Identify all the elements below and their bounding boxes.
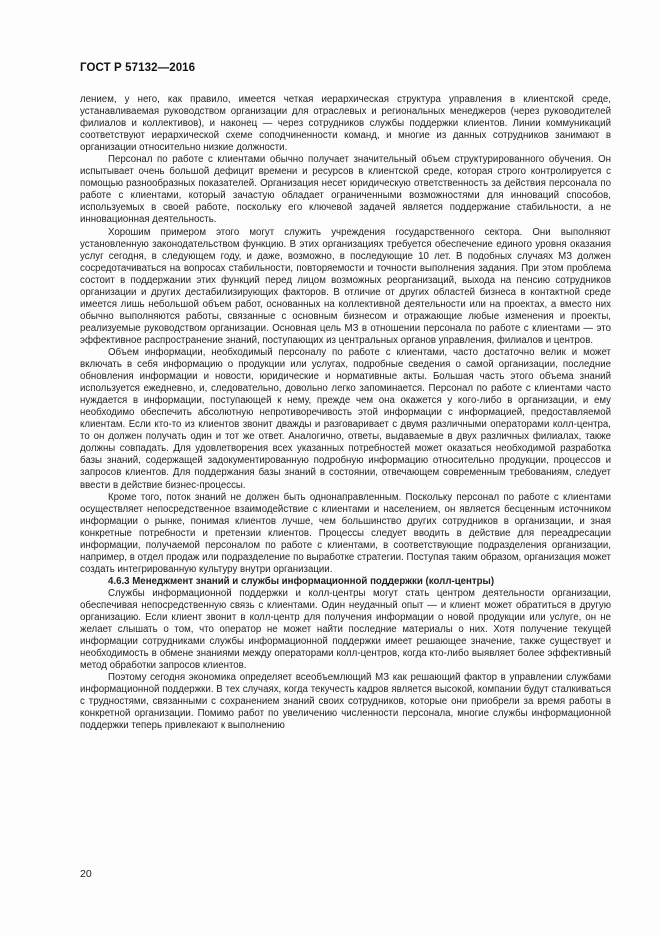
body-text [80,94,611,732]
paragraph: Поэтому сегодня экономика определяет всеобъемлющий МЗ как решающий фактор в управлении службами информационной поддержки. В тех случаях, когда текучесть кадров является высокой, компании будут сталкиваться с трудностями, связанными с сохранением знаний своих сотрудников, которые они приобрели за время работы в конкретной организации. Помимо работ по увеличению численности персонала, многие службы информационной поддержки теперь привлекают к выполнению [80,672,611,732]
paragraph: Хорошим примером этого могут служить учреждения государственного сектора. Они выполняют установленную законодательством функцию. В этих организациях требуется обеспечение единого уровня оказания услуг сегодня, в следующем году, и даже, возможно, в последующие 10 лет. В подобных случаях МЗ должен сосредотачиваться на вопросах стабильности, повторяемости и точности выполнения задания. При этом проблема состоит в поддержании этих функций перед лицом возможных реорганизаций, выхода на пенсию сотрудников организации и других дестабилизирующих факторов. В отличие от других областей бизнеса в контактной среде имеется лишь небольшой объем работ, основанных на коллективной деятельности или на проектах, а вместо них обычно выполняются работы, связанные с основным бизнесом и отражающие любые изменения и проекты, реализуемые руководством организации. Основная цель МЗ в отношении персонала по работе с клиентами — это эффективное распространение знаний, поступающих из центральных органов управления, филиалов и центров. [80,226,611,346]
paragraph: Службы информационной поддержки и колл-центры могут стать центром деятельности организации, обеспечивая непосредственную связь с клиентами. Один неудачный опыт — и клиент может обратиться в другую организацию. Если клиент звонит в колл-центр для получения информации о новой продукции или услуге, он не желает слышать о том, что оператор не может найти последние материалы о них. Хотя получение текущей информации сотрудниками службы информационной поддержки имеет решающее значение, также существует и необходимость в обмене знаниями между операторами колл-центров, когда кто-либо выявляет более эффективный метод обработки запросов клиентов. [80,587,611,672]
paragraph: Объем информации, необходимый персоналу по работе с клиентами, часто достаточно велик и может включать в себя информацию о продукции или услугах, подробные сведения о самой организации, последние обновления информации и новости, юридические и нормативные акты. Большая часть этого объема знаний используется ежедневно, и, следовательно, довольно легко запоминается. Персонал по работе с клиентами часто нуждается в информации, поступающей к нему, прежде чем она окажется у кого-либо в организации, и ему необходимо обеспечить абсолютную непротиворечивость этой информации с информацией, предоставляемой клиентам. Если кто-то из клиентов звонит дважды и разговаривает с двумя различными операторами колл-центра, то он должен получать один и тот же ответ. Аналогично, ответы, выдаваемые в двух различных филиалах, также должны совпадать. Для удовлетворения всех указанных потребностей может оказаться необходимой разработка базы знаний, содержащей задокументированную подробную информацию относительно продукции, процессов и запросов клиентов. Для поддержания базы знаний в состоянии, отвечающем современным требованиям, следует ввести в действие бизнес-процессы. [80,346,611,491]
paragraph: Кроме того, поток знаний не должен быть однонаправленным. Поскольку персонал по работе с клиентами осуществляет непосредственное взаимодействие с клиентами и населением, он является бесценным источником информации о рынке, понимая клиентов лучше, чем большинство других сотрудников в организации, и зная конкретные потребности и претензии клиентов. Процессы следует вводить в действие для переадресации информации, получаемой персоналом по работе с клиентами, в соответствующие подразделения организации, например, в отдел продаж или подразделение по выработке стратегии. Поступая таким образом, организация может создать интегрированную культуру внутри организации. [80,491,611,575]
paragraph: Персонал по работе с клиентами обычно получает значительный объем структурированного обучения. Он испытывает очень большой дефицит времени и ресурсов в клиентской среде, которая строго контролируется с помощью разнообразных показателей. Организация несет юридическую ответственность за действия персонала по работе с клиентами, который зачастую обладает ограниченными возможностями для инноваций способов, используемых в своей работе, поскольку его ключевой задачей является поддержание стабильности, а не инновационная деятельность. [80,154,611,226]
document-header: ГОСТ Р 57132—2016 [80,62,196,74]
paragraph-continuation: лением, у него, как правило, имеется четкая иерархическая структура управления в клиентской среде, устанавливаемая руководством организации для отраслевых и региональных менеджеров (через руководителей филиалов и коллективов), и наконец — через сотрудников службы поддержки клиентов. Линии коммуникаций соответствуют иерархической схеме соподчиненности команд, и многие из данных сотрудников занимают в организации относительно низкие должности. [80,94,611,154]
page-number: 20 [80,868,92,880]
section-heading: 4.6.3 Менеджмент знаний и службы информационной поддержки (колл-центры) [108,575,495,587]
